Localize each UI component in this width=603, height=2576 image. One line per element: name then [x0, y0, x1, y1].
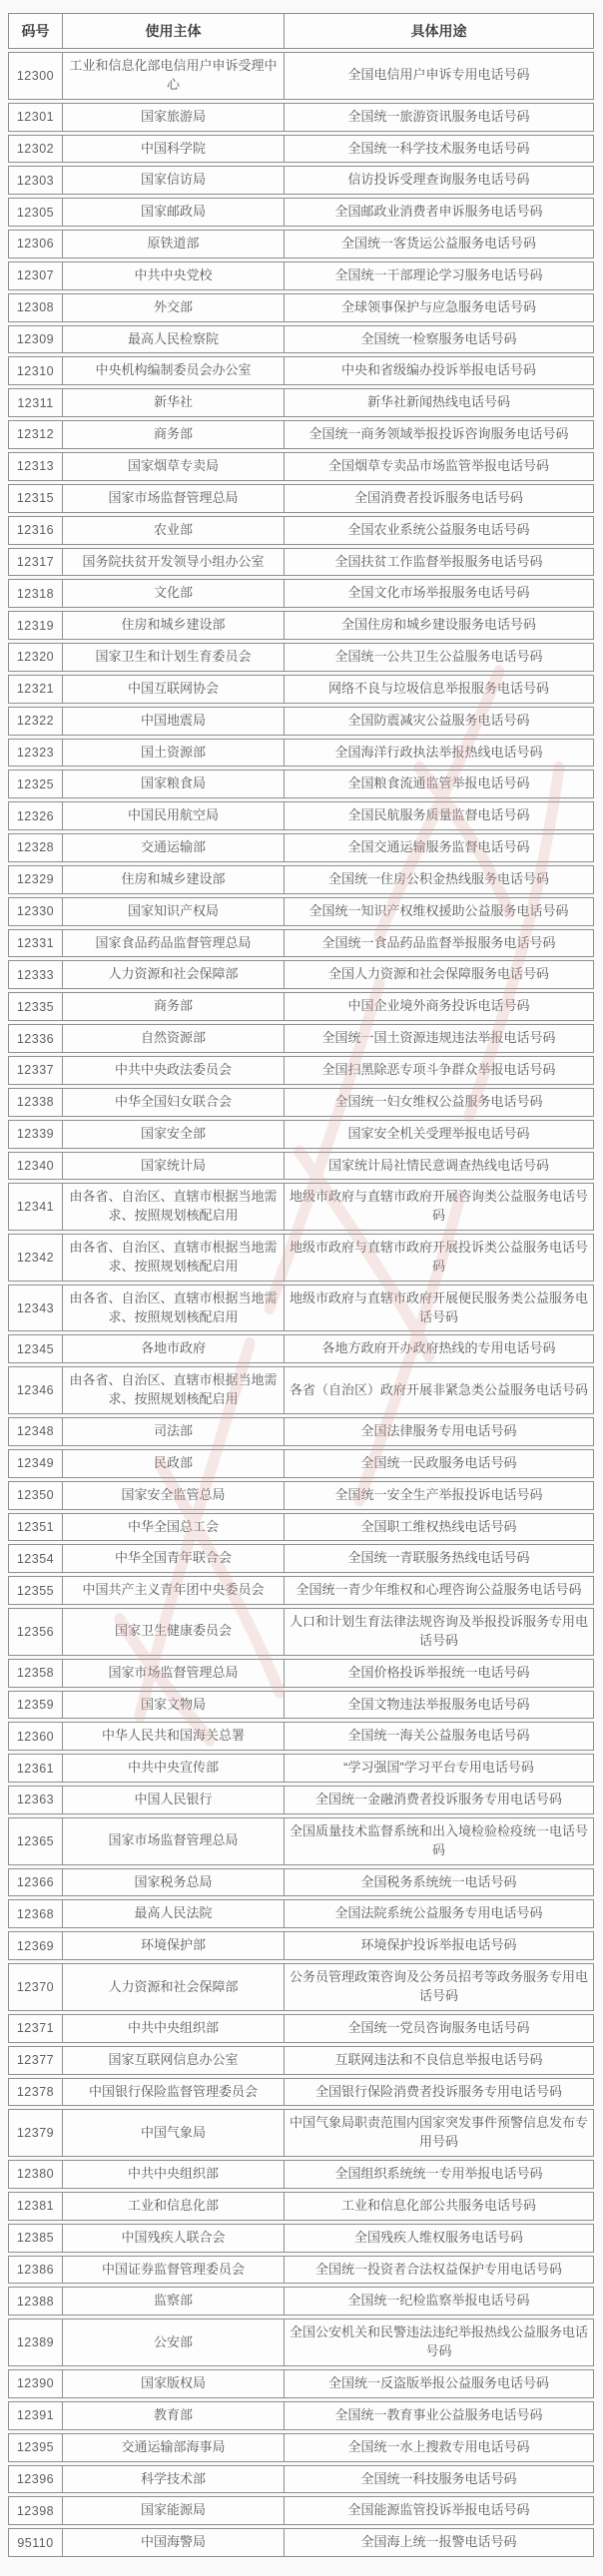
purpose-cell: 互联网违法和不良信息举报电话号码: [285, 2046, 594, 2075]
entity-cell: 由各省、自治区、直辖市根据当地需求、按照规划核配启用: [63, 1285, 285, 1332]
entity-cell: 由各省、自治区、直辖市根据当地需求、按照规划核配启用: [63, 1183, 285, 1231]
purpose-cell: 网络不良与垃圾信息举报服务电话号码: [285, 675, 594, 704]
table-row: [8, 1152, 594, 1181]
code-cell: 12398: [8, 2496, 63, 2525]
entity-cell: 中国海警局: [63, 2528, 285, 2557]
purpose-cell: 中国企业境外商务投诉电话号码: [285, 992, 594, 1021]
table-row: [8, 2046, 594, 2075]
code-cell: 12358: [8, 1659, 63, 1688]
table-row: [8, 1449, 594, 1478]
table-row: [8, 1417, 594, 1446]
code-cell: 12337: [8, 1056, 63, 1085]
code-cell: 12317: [8, 548, 63, 577]
code-cell: 12360: [8, 1722, 63, 1751]
code-cell: 12341: [8, 1183, 63, 1231]
table-row: [8, 833, 594, 862]
code-cell: 12366: [8, 1868, 63, 1897]
entity-cell: 国家统计局: [63, 1152, 285, 1181]
entity-cell: 国家知识产权局: [63, 897, 285, 926]
table-row: [8, 2433, 594, 2462]
purpose-cell: 全国民航服务质量监督电话号码: [285, 801, 594, 830]
code-cell: 12391: [8, 2401, 63, 2430]
code-cell: 12379: [8, 2109, 63, 2157]
purpose-cell: 全国价格投诉举报统一电话号码: [285, 1659, 594, 1688]
code-cell: 12350: [8, 1481, 63, 1510]
table-row: [8, 52, 594, 100]
entity-cell: 由各省、自治区、直辖市根据当地需求、按照规划核配启用: [63, 1234, 285, 1282]
table-row: [8, 293, 594, 322]
purpose-cell: 全国统一科技服务电话号码: [285, 2465, 594, 2494]
table-row: [8, 1544, 594, 1573]
table-row: [8, 1334, 594, 1363]
purpose-cell: 全国文物违法举报服务电话号码: [285, 1691, 594, 1720]
entity-cell: 国家信访局: [63, 166, 285, 195]
entity-cell: 新华社: [63, 388, 285, 417]
entity-cell: 自然资源部: [63, 1024, 285, 1053]
table-row: [8, 2256, 594, 2285]
purpose-cell: 全国统一科学技术服务电话号码: [285, 135, 594, 164]
purpose-cell: 中央和省级编办投诉举报电话号码: [285, 356, 594, 385]
table-row: [8, 1120, 594, 1149]
purpose-cell: 全国统一党员咨询服务电话号码: [285, 2014, 594, 2043]
code-cell: 12335: [8, 992, 63, 1021]
purpose-cell: 全国银行保险消费者投诉服务专用电话号码: [285, 2078, 594, 2107]
purpose-cell: 全国统一检察服务电话号码: [285, 325, 594, 354]
table-row: [8, 103, 594, 132]
table-row: [8, 1366, 594, 1414]
purpose-cell: 全国农业系统公益服务电话号码: [285, 516, 594, 545]
code-cell: 12340: [8, 1152, 63, 1181]
purpose-cell: 全国残疾人维权服务电话号码: [285, 2224, 594, 2253]
entity-cell: 中共中央宣传部: [63, 1754, 285, 1783]
table-row: [8, 1285, 594, 1332]
table-row: [8, 2078, 594, 2107]
purpose-cell: 全国统一海关公益服务电话号码: [285, 1722, 594, 1751]
code-cell: 12321: [8, 675, 63, 704]
purpose-cell: 全国统一旅游资讯服务电话号码: [285, 103, 594, 132]
purpose-cell: 全国人力资源和社会保障服务电话号码: [285, 960, 594, 989]
table-row: [8, 643, 594, 672]
table-row: [8, 166, 594, 195]
entity-cell: 由各省、自治区、直辖市根据当地需求、按照规划核配启用: [63, 1366, 285, 1414]
table-row: [8, 1691, 594, 1720]
code-cell: 12336: [8, 1024, 63, 1053]
purpose-cell: 全国统一青联服务热线电话号码: [285, 1544, 594, 1573]
purpose-cell: 全国邮政业消费者申诉服务电话号码: [285, 198, 594, 227]
table-row: [8, 1024, 594, 1053]
purpose-cell: 全国消费者投诉服务电话号码: [285, 484, 594, 513]
purpose-cell: 全国海洋行政执法举报热线电话号码: [285, 739, 594, 768]
code-cell: 12302: [8, 135, 63, 164]
entity-cell: 中国地震局: [63, 707, 285, 736]
table-row: [8, 420, 594, 449]
table-row: [8, 2401, 594, 2430]
entity-cell: 中共中央党校: [63, 261, 285, 290]
entity-cell: 中国人民银行: [63, 1786, 285, 1814]
table-row: [8, 675, 594, 704]
entity-cell: 交通运输部: [63, 833, 285, 862]
entity-cell: 国家卫生健康委员会: [63, 1608, 285, 1656]
purpose-cell: 国家安全机关受理举报电话号码: [285, 1120, 594, 1149]
code-cell: 12322: [8, 707, 63, 736]
code-cell: 12361: [8, 1754, 63, 1783]
code-cell: 12312: [8, 420, 63, 449]
code-cell: 12365: [8, 1817, 63, 1865]
code-cell: 12339: [8, 1120, 63, 1149]
purpose-cell: 全国职工维权热线电话号码: [285, 1513, 594, 1542]
purpose-cell: 新华社新闻热线电话号码: [285, 388, 594, 417]
table-row: [8, 1183, 594, 1231]
code-cell: 12363: [8, 1786, 63, 1814]
entity-cell: 国家卫生和计划生育委员会: [63, 643, 285, 672]
entity-cell: 原铁道部: [63, 230, 285, 258]
table-row: [8, 452, 594, 481]
purpose-cell: 全国统一妇女维权公益服务电话号码: [285, 1088, 594, 1117]
table-row: [8, 484, 594, 513]
table-row: [8, 1931, 594, 1960]
table-row: [8, 261, 594, 290]
entity-cell: 国家食品药品监督管理总局: [63, 929, 285, 958]
code-cell: 12378: [8, 2078, 63, 2107]
purpose-cell: 全国公安机关和民警违法违纪举报热线公益服务电话号码: [285, 2318, 594, 2366]
table-row: [8, 2224, 594, 2253]
table-row: [8, 865, 594, 894]
table-row: [8, 579, 594, 608]
table-row: [8, 1722, 594, 1751]
purpose-cell: 全国质量技术监督系统和出入境检验检疫统一电话号码: [285, 1817, 594, 1865]
table-row: [8, 325, 594, 354]
code-cell: 12315: [8, 484, 63, 513]
purpose-cell: 各地方政府开办政府热线的专用电话号码: [285, 1334, 594, 1363]
entity-cell: 人力资源和社会保障部: [63, 960, 285, 989]
code-cell: 12326: [8, 801, 63, 830]
table-row: [8, 230, 594, 258]
entity-cell: 中华全国妇女联合会: [63, 1088, 285, 1117]
entity-cell: 国家版权局: [63, 2369, 285, 2398]
header-entity: 使用主体: [63, 13, 285, 49]
entity-cell: 国家互联网信息办公室: [63, 2046, 285, 2075]
entity-cell: 各地市政府: [63, 1334, 285, 1363]
entity-cell: 国家安全监管总局: [63, 1481, 285, 1510]
entity-cell: 外交部: [63, 293, 285, 322]
entity-cell: 国家市场监督管理总局: [63, 1817, 285, 1865]
table-row: [8, 388, 594, 417]
table-row: [8, 516, 594, 545]
purpose-cell: 全国能源监管投诉举报电话号码: [285, 2496, 594, 2525]
entity-cell: 科学技术部: [63, 2465, 285, 2494]
code-cell: 12323: [8, 739, 63, 768]
purpose-cell: “学习强国”学习平台专用电话号码: [285, 1754, 594, 1783]
purpose-cell: 中国气象局职责范围内国家突发事件预警信息发布专用号码: [285, 2109, 594, 2157]
code-cell: 12310: [8, 356, 63, 385]
entity-cell: 人力资源和社会保障部: [63, 1963, 285, 2011]
code-cell: 12370: [8, 1963, 63, 2011]
entity-cell: 文化部: [63, 579, 285, 608]
code-cell: 12354: [8, 1544, 63, 1573]
code-cell: 12395: [8, 2433, 63, 2462]
code-cell: 12359: [8, 1691, 63, 1720]
purpose-cell: 全国统一反盗版举报公益服务电话号码: [285, 2369, 594, 2398]
entity-cell: 中华全国青年联合会: [63, 1544, 285, 1573]
table-row: [8, 707, 594, 736]
entity-cell: 国家粮食局: [63, 770, 285, 798]
code-cell: 12325: [8, 770, 63, 798]
table-row: [8, 1786, 594, 1814]
table-row: [8, 1576, 594, 1605]
code-cell: 12377: [8, 2046, 63, 2075]
code-cell: 12396: [8, 2465, 63, 2494]
code-cell: 12328: [8, 833, 63, 862]
table-row: [8, 611, 594, 640]
code-cell: 12331: [8, 929, 63, 958]
entity-cell: 中国科学院: [63, 135, 285, 164]
table-row: [8, 1868, 594, 1897]
code-cell: 12313: [8, 452, 63, 481]
table-row: [8, 1608, 594, 1656]
code-cell: 12380: [8, 2160, 63, 2189]
table-body: [8, 52, 594, 2557]
table-row: [8, 1481, 594, 1510]
table-row: [8, 2014, 594, 2043]
purpose-cell: 全国统一知识产权维权援助公益服务电话号码: [285, 897, 594, 926]
entity-cell: 中共中央组织部: [63, 2160, 285, 2189]
purpose-cell: 全国统一青少年维权和心理咨询公益服务电话号码: [285, 1576, 594, 1605]
table-row: [8, 1899, 594, 1928]
purpose-cell: 全国住房和城乡建设服务电话号码: [285, 611, 594, 640]
code-cell: 12389: [8, 2318, 63, 2366]
code-cell: 12300: [8, 52, 63, 100]
code-cell: 12343: [8, 1285, 63, 1332]
purpose-cell: 全国统一投资者合法权益保护专用电话号码: [285, 2256, 594, 2285]
purpose-cell: 信访投诉受理查询服务电话号码: [285, 166, 594, 195]
table-row: [8, 929, 594, 958]
code-cell: 12348: [8, 1417, 63, 1446]
code-cell: 12351: [8, 1513, 63, 1542]
table-row: [8, 2528, 594, 2557]
entity-cell: 中华全国总工会: [63, 1513, 285, 1542]
entity-cell: 国家安全部: [63, 1120, 285, 1149]
entity-cell: 公安部: [63, 2318, 285, 2366]
table-row: [8, 801, 594, 830]
table-row: [8, 2369, 594, 2398]
purpose-cell: 全国统一住房公积金热线服务电话号码: [285, 865, 594, 894]
entity-cell: 住房和城乡建设部: [63, 611, 285, 640]
code-cell: 12368: [8, 1899, 63, 1928]
entity-cell: 司法部: [63, 1417, 285, 1446]
purpose-cell: 全国组织系统统一专用举报电话号码: [285, 2160, 594, 2189]
entity-cell: 中国残疾人联合会: [63, 2224, 285, 2253]
table-row: [8, 2192, 594, 2221]
entity-cell: 中国民用航空局: [63, 801, 285, 830]
purpose-cell: 全国粮食流通监管举报电话号码: [285, 770, 594, 798]
entity-cell: 国家邮政局: [63, 198, 285, 227]
table-row: [8, 2287, 594, 2316]
entity-cell: 国家市场监督管理总局: [63, 484, 285, 513]
purpose-cell: 全国法律服务专用电话号码: [285, 1417, 594, 1446]
entity-cell: 国家旅游局: [63, 103, 285, 132]
code-cell: 12369: [8, 1931, 63, 1960]
table-row: [8, 1754, 594, 1783]
entity-cell: 环境保护部: [63, 1931, 285, 1960]
purpose-cell: 全国统一公共卫生公益服务电话号码: [285, 643, 594, 672]
entity-cell: 中国气象局: [63, 2109, 285, 2157]
code-cell: 12356: [8, 1608, 63, 1656]
table-row: [8, 1817, 594, 1865]
purpose-cell: 环境保护投诉举报电话号码: [285, 1931, 594, 1960]
purpose-cell: 公务员管理政策咨询及公务员招考等政务服务专用电话号码: [285, 1963, 594, 2011]
entity-cell: 国家市场监督管理总局: [63, 1659, 285, 1688]
purpose-cell: 全球领事保护与应急服务电话号码: [285, 293, 594, 322]
purpose-cell: 全国文化市场举报服务电话号码: [285, 579, 594, 608]
entity-cell: 中共中央组织部: [63, 2014, 285, 2043]
purpose-cell: 全国税务系统统一电话号码: [285, 1868, 594, 1897]
purpose-cell: 全国统一食品药品监督举报服务电话号码: [285, 929, 594, 958]
entity-cell: 工业和信息化部: [63, 2192, 285, 2221]
table-row: [8, 2318, 594, 2366]
entity-cell: 国家税务总局: [63, 1868, 285, 1897]
code-cell: 12311: [8, 388, 63, 417]
purpose-cell: 全国统一安全生产举报投诉电话号码: [285, 1481, 594, 1510]
table-row: [8, 1963, 594, 2011]
code-cell: 12306: [8, 230, 63, 258]
purpose-cell: 地级市政府与直辖市政府开展便民服务类公益服务电话号码: [285, 1285, 594, 1332]
entity-cell: 工业和信息化部电信用户申诉受理中心: [63, 52, 285, 100]
entity-cell: 中国银行保险监督管理委员会: [63, 2078, 285, 2107]
table-row: [8, 1234, 594, 1282]
code-cell: 12319: [8, 611, 63, 640]
hotline-code-table: [8, 10, 594, 2560]
code-cell: 12388: [8, 2287, 63, 2316]
entity-cell: 商务部: [63, 992, 285, 1021]
code-cell: 12338: [8, 1088, 63, 1117]
code-cell: 12386: [8, 2256, 63, 2285]
entity-cell: 国土资源部: [63, 739, 285, 768]
entity-cell: 教育部: [63, 2401, 285, 2430]
table-row: [8, 548, 594, 577]
table-row: [8, 739, 594, 768]
purpose-cell: 全国海上统一报警电话号码: [285, 2528, 594, 2557]
code-cell: 12301: [8, 103, 63, 132]
table-row: [8, 992, 594, 1021]
code-cell: 12307: [8, 261, 63, 290]
code-cell: 12381: [8, 2192, 63, 2221]
code-cell: 12330: [8, 897, 63, 926]
code-cell: 12371: [8, 2014, 63, 2043]
entity-cell: 国务院扶贫开发领导小组办公室: [63, 548, 285, 577]
code-cell: 12318: [8, 579, 63, 608]
code-cell: 12329: [8, 865, 63, 894]
purpose-cell: 全国统一客货运公益服务电话号码: [285, 230, 594, 258]
purpose-cell: 各省（自治区）政府开展非紧急类公益服务电话号码: [285, 1366, 594, 1414]
code-cell: 12385: [8, 2224, 63, 2253]
purpose-cell: 全国统一商务领域举报投诉咨询服务电话号码: [285, 420, 594, 449]
purpose-cell: 全国电信用户申诉专用电话号码: [285, 52, 594, 100]
purpose-cell: 全国烟草专卖品市场监管举报电话号码: [285, 452, 594, 481]
purpose-cell: 全国统一水上搜救专用电话号码: [285, 2433, 594, 2462]
entity-cell: 最高人民法院: [63, 1899, 285, 1928]
table-row: [8, 1056, 594, 1085]
table-row: [8, 2109, 594, 2157]
purpose-cell: 全国法院系统公益服务专用电话号码: [285, 1899, 594, 1928]
table-row: [8, 1513, 594, 1542]
purpose-cell: 全国统一干部理论学习服务电话号码: [285, 261, 594, 290]
table-row: [8, 135, 594, 164]
entity-cell: 监察部: [63, 2287, 285, 2316]
entity-cell: 国家能源局: [63, 2496, 285, 2525]
purpose-cell: 地级市政府与直辖市政府开展咨询类公益服务电话号码: [285, 1183, 594, 1231]
entity-cell: 中央机构编制委员会办公室: [63, 356, 285, 385]
code-cell: 12320: [8, 643, 63, 672]
code-cell: 12342: [8, 1234, 63, 1282]
purpose-cell: 全国扫黑除恶专项斗争群众举报电话号码: [285, 1056, 594, 1085]
entity-cell: 商务部: [63, 420, 285, 449]
purpose-cell: 全国统一民政服务电话号码: [285, 1449, 594, 1478]
code-cell: 12349: [8, 1449, 63, 1478]
entity-cell: 住房和城乡建设部: [63, 865, 285, 894]
purpose-cell: 工业和信息化部公共服务电话号码: [285, 2192, 594, 2221]
table-row: [8, 2160, 594, 2189]
purpose-cell: 人口和计划生育法律法规咨询及举报投诉服务专用电话号码: [285, 1608, 594, 1656]
header-row: [8, 13, 594, 49]
code-cell: 12309: [8, 325, 63, 354]
code-cell: 12333: [8, 960, 63, 989]
table-row: [8, 1659, 594, 1688]
entity-cell: 中国共产主义青年团中央委员会: [63, 1576, 285, 1605]
entity-cell: 中国互联网协会: [63, 675, 285, 704]
table-row: [8, 770, 594, 798]
header-code: 码号: [8, 13, 63, 49]
code-cell: 12355: [8, 1576, 63, 1605]
code-cell: 12345: [8, 1334, 63, 1363]
purpose-cell: 全国统一教育事业公益服务电话号码: [285, 2401, 594, 2430]
code-cell: 12308: [8, 293, 63, 322]
table-row: [8, 2465, 594, 2494]
table-row: [8, 1088, 594, 1117]
purpose-cell: 全国交通运输服务监督电话号码: [285, 833, 594, 862]
purpose-cell: 地级市政府与直辖市政府开展投诉类公益服务电话号码: [285, 1234, 594, 1282]
entity-cell: 交通运输部海事局: [63, 2433, 285, 2462]
purpose-cell: 全国统一国土资源违规违法举报电话号码: [285, 1024, 594, 1053]
entity-cell: 中华人民共和国海关总署: [63, 1722, 285, 1751]
code-cell: 12305: [8, 198, 63, 227]
purpose-cell: 全国扶贫工作监督举报服务电话号码: [285, 548, 594, 577]
purpose-cell: 国家统计局社情民意调查热线电话号码: [285, 1152, 594, 1181]
code-cell: 12346: [8, 1366, 63, 1414]
entity-cell: 国家文物局: [63, 1691, 285, 1720]
entity-cell: 民政部: [63, 1449, 285, 1478]
table-header: [8, 13, 594, 49]
entity-cell: 中共中央政法委员会: [63, 1056, 285, 1085]
entity-cell: 农业部: [63, 516, 285, 545]
table-row: [8, 356, 594, 385]
table-row: [8, 960, 594, 989]
purpose-cell: 全国防震减灾公益服务电话号码: [285, 707, 594, 736]
table-row: [8, 198, 594, 227]
code-cell: 12390: [8, 2369, 63, 2398]
code-cell: 12303: [8, 166, 63, 195]
code-cell: 12316: [8, 516, 63, 545]
code-cell: 95110: [8, 2528, 63, 2557]
table-row: [8, 897, 594, 926]
purpose-cell: 全国统一纪检监察举报电话号码: [285, 2287, 594, 2316]
entity-cell: 国家烟草专卖局: [63, 452, 285, 481]
entity-cell: 中国证券监督管理委员会: [63, 2256, 285, 2285]
entity-cell: 最高人民检察院: [63, 325, 285, 354]
purpose-cell: 全国统一金融消费者投诉服务专用电话号码: [285, 1786, 594, 1814]
header-purpose: 具体用途: [285, 13, 594, 49]
table-row: [8, 2496, 594, 2525]
